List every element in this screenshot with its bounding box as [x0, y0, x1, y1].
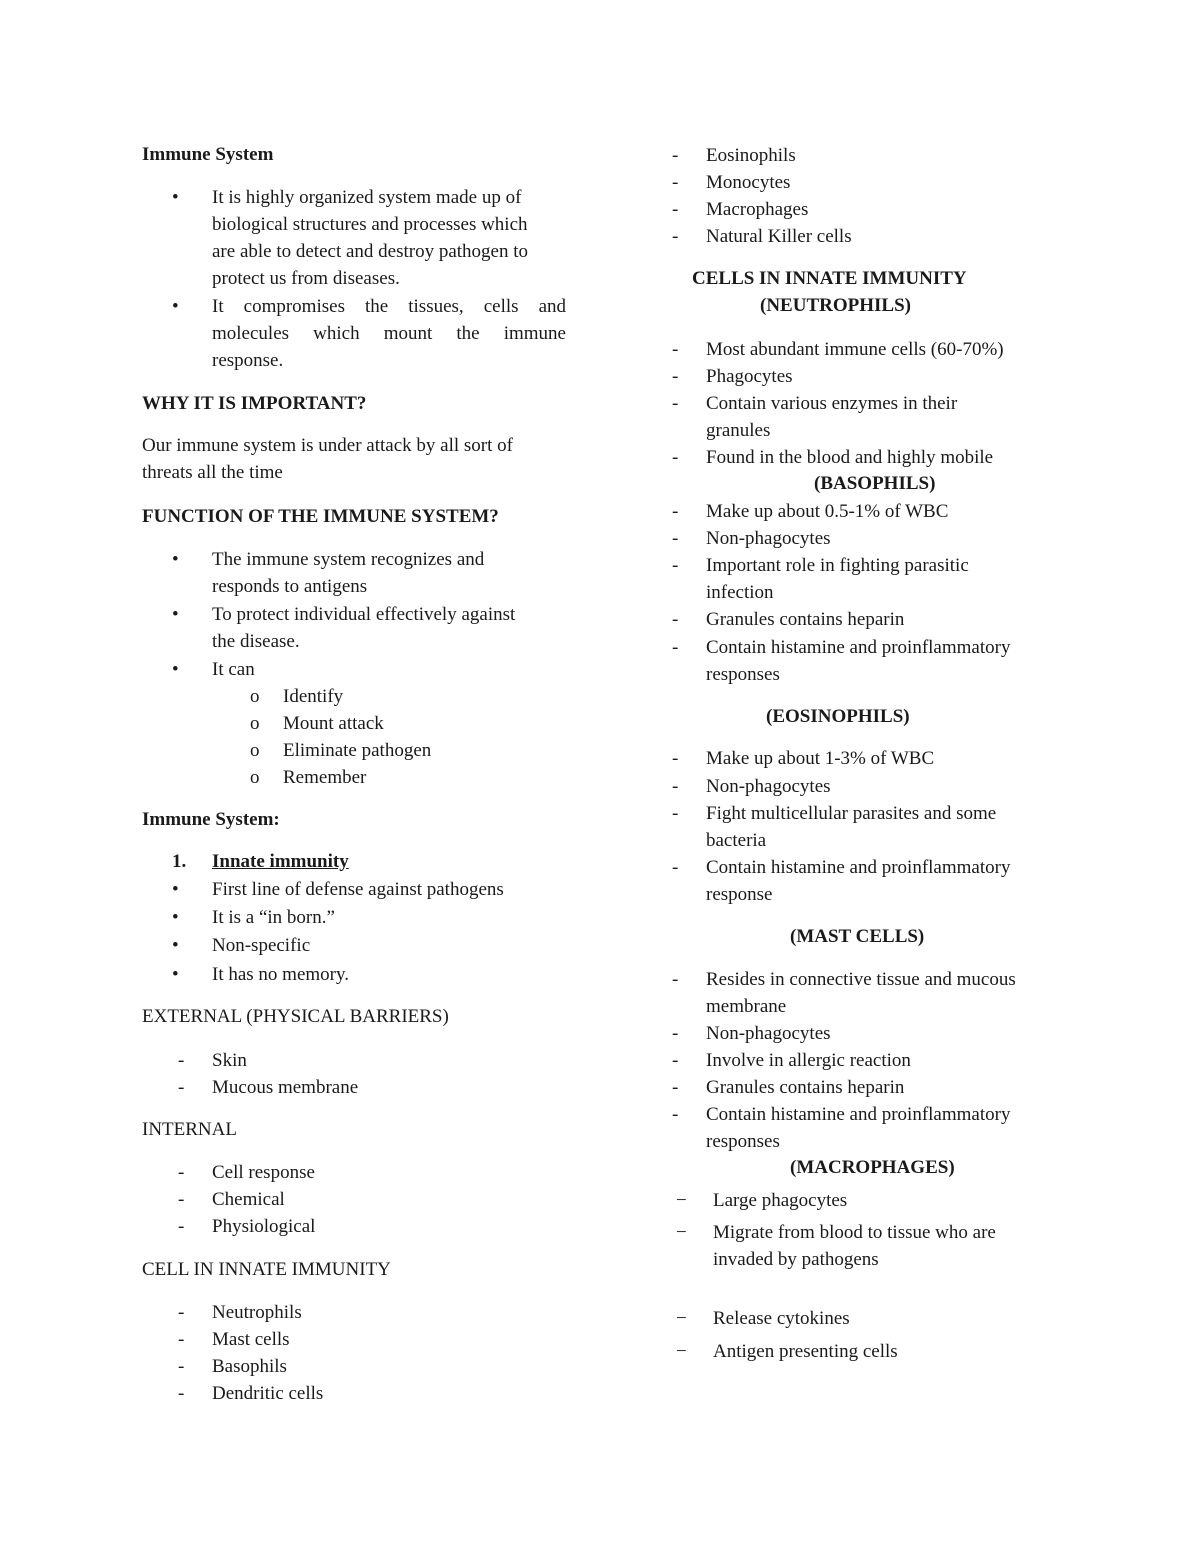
- dash-icon: -: [672, 637, 679, 658]
- bullet-icon: •: [172, 604, 179, 625]
- basophils-item: Granules contains heparin: [706, 609, 905, 630]
- eosinophils-item: Non-phagocytes: [706, 776, 831, 797]
- dash-icon: -: [672, 969, 679, 990]
- dash-icon: -: [178, 1162, 185, 1183]
- function-bullet-1-line-2: responds to antigens: [212, 576, 368, 597]
- macro-item: Release cytokines: [713, 1308, 850, 1329]
- eosinophils-item: Contain histamine and proinflammatory: [706, 857, 1011, 878]
- bullet-icon: •: [172, 659, 179, 680]
- bullet-icon: •: [172, 187, 179, 208]
- cell-item: Dendritic cells: [212, 1383, 324, 1404]
- macro-item: Antigen presenting cells: [713, 1341, 898, 1362]
- basophils-item: Non-phagocytes: [706, 528, 831, 549]
- intro-bullet-1-line-4: protect us from diseases.: [212, 268, 400, 289]
- dash-icon: -: [672, 555, 679, 576]
- innate-immunity-title: Innate immunity: [212, 851, 349, 872]
- cells-innate-heading: CELLS IN INNATE IMMUNITY: [692, 268, 967, 289]
- dash-icon: -: [672, 1077, 679, 1098]
- basophils-heading: (BASOPHILS): [814, 473, 936, 494]
- dash-icon: -: [672, 339, 679, 360]
- can-item: Remember: [283, 767, 367, 788]
- numbered-label: 1.: [172, 851, 187, 872]
- dash-icon: -: [178, 1356, 185, 1377]
- dash-icon: -: [672, 1050, 679, 1071]
- mast-item: Resides in connective tissue and mucous: [706, 969, 1016, 990]
- circle-bullet-icon: o: [250, 686, 260, 707]
- heading-why-important: WHY IT IS IMPORTANT?: [142, 393, 367, 414]
- top-item: Natural Killer cells: [706, 226, 852, 247]
- dash-icon: -: [672, 609, 679, 630]
- macrophages-heading: (MACROPHAGES): [790, 1157, 955, 1178]
- neutrophils-item: Contain various enzymes in their: [706, 393, 958, 414]
- eosinophils-item-continued: response: [706, 884, 773, 905]
- cell-item: Neutrophils: [212, 1302, 302, 1323]
- mast-item-continued: membrane: [706, 996, 787, 1017]
- neutrophils-item: Found in the blood and highly mobile: [706, 447, 994, 468]
- basophils-item: Make up about 0.5-1% of WBC: [706, 501, 949, 522]
- can-item: Mount attack: [283, 713, 384, 734]
- circle-bullet-icon: o: [250, 713, 260, 734]
- dash-icon: -: [672, 199, 679, 220]
- basophils-item-continued: responses: [706, 664, 780, 685]
- internal-item: Chemical: [212, 1189, 285, 1210]
- dash-icon: -: [672, 501, 679, 522]
- dash-icon: -: [672, 447, 679, 468]
- dash-icon: -: [178, 1302, 185, 1323]
- long-dash-icon: −: [676, 1222, 687, 1243]
- can-item: Identify: [283, 686, 344, 707]
- dash-icon: -: [672, 1023, 679, 1044]
- function-bullet-2-line-2: the disease.: [212, 631, 300, 652]
- neutrophils-item: Most abundant immune cells (60-70%): [706, 339, 1004, 360]
- circle-bullet-icon: o: [250, 767, 260, 788]
- dash-icon: -: [672, 145, 679, 166]
- internal-item: Cell response: [212, 1162, 315, 1183]
- why-text-line-1: Our immune system is under attack by all sort of: [142, 435, 513, 456]
- bullet-icon: •: [172, 964, 179, 985]
- bullet-icon: •: [172, 296, 179, 317]
- function-bullet-2-line-1: To protect individual effectively against: [212, 604, 516, 625]
- neutrophils-heading: (NEUTROPHILS): [760, 295, 911, 316]
- dash-icon: -: [672, 803, 679, 824]
- eosinophils-item: Fight multicellular parasites and some: [706, 803, 997, 824]
- top-item: Macrophages: [706, 199, 809, 220]
- innate-bullet: First line of defense against pathogens: [212, 879, 504, 900]
- can-item: Eliminate pathogen: [283, 740, 432, 761]
- intro-bullet-2-line-3: response.: [212, 350, 284, 371]
- macro-item-continued: invaded by pathogens: [713, 1249, 879, 1270]
- neutrophils-item: Phagocytes: [706, 366, 793, 387]
- dash-icon: -: [672, 366, 679, 387]
- internal-item: Physiological: [212, 1216, 316, 1237]
- top-item: Eosinophils: [706, 145, 796, 166]
- eosinophils-item-continued: bacteria: [706, 830, 767, 851]
- basophils-item: Contain histamine and proinflammatory: [706, 637, 1011, 658]
- heading-function: FUNCTION OF THE IMMUNE SYSTEM?: [142, 506, 499, 527]
- long-dash-icon: −: [676, 1341, 687, 1362]
- innate-bullet: Non-specific: [212, 935, 311, 956]
- intro-bullet-2-line-2: molecules which mount the immune: [212, 323, 566, 344]
- intro-bullet-1-line-3: are able to detect and destroy pathogen to: [212, 241, 529, 262]
- intro-bullet-1-line-2: biological structures and processes which: [212, 214, 528, 235]
- long-dash-icon: −: [676, 1308, 687, 1329]
- mast-item-continued: responses: [706, 1131, 780, 1152]
- dash-icon: -: [178, 1077, 185, 1098]
- mast-item: Granules contains heparin: [706, 1077, 905, 1098]
- mast-item: Contain histamine and proinflammatory: [706, 1104, 1011, 1125]
- mast-item: Involve in allergic reaction: [706, 1050, 911, 1071]
- dash-icon: -: [672, 748, 679, 769]
- innate-bullet: It is a “in born.”: [212, 907, 335, 928]
- long-dash-icon: −: [676, 1190, 687, 1211]
- dash-icon: -: [178, 1216, 185, 1237]
- neutrophils-item-continued: granules: [706, 420, 771, 441]
- dash-icon: -: [178, 1050, 185, 1071]
- function-bullet-3: It can: [212, 659, 255, 680]
- dash-icon: -: [672, 776, 679, 797]
- bullet-icon: •: [172, 879, 179, 900]
- macro-item: Migrate from blood to tissue who are: [713, 1222, 996, 1243]
- mast-item: Non-phagocytes: [706, 1023, 831, 1044]
- intro-bullet-2-line-1: It compromises the tissues, cells and: [212, 296, 566, 317]
- cell-item: Basophils: [212, 1356, 287, 1377]
- dash-icon: -: [672, 528, 679, 549]
- external-item: Skin: [212, 1050, 247, 1071]
- circle-bullet-icon: o: [250, 740, 260, 761]
- function-bullet-1-line-1: The immune system recognizes and: [212, 549, 485, 570]
- internal-heading: INTERNAL: [142, 1119, 237, 1140]
- why-text-line-2: threats all the time: [142, 462, 283, 483]
- dash-icon: -: [672, 857, 679, 878]
- dash-icon: -: [672, 1104, 679, 1125]
- dash-icon: -: [178, 1329, 185, 1350]
- eosinophils-heading: (EOSINOPHILS): [766, 706, 910, 727]
- bullet-icon: •: [172, 907, 179, 928]
- external-item: Mucous membrane: [212, 1077, 359, 1098]
- mast-cells-heading: (MAST CELLS): [790, 926, 925, 947]
- heading-immune-system-2: Immune System:: [142, 809, 280, 830]
- cell-item: Mast cells: [212, 1329, 290, 1350]
- basophils-item: Important role in fighting parasitic: [706, 555, 969, 576]
- macro-item: Large phagocytes: [713, 1190, 848, 1211]
- bullet-icon: •: [172, 935, 179, 956]
- heading-immune-system: Immune System: [142, 144, 274, 165]
- innate-bullet: It has no memory.: [212, 964, 350, 985]
- bullet-icon: •: [172, 549, 179, 570]
- dash-icon: -: [672, 172, 679, 193]
- top-item: Monocytes: [706, 172, 791, 193]
- external-heading: EXTERNAL (PHYSICAL BARRIERS): [142, 1006, 449, 1027]
- dash-icon: -: [178, 1189, 185, 1210]
- dash-icon: -: [672, 393, 679, 414]
- cell-heading: CELL IN INNATE IMMUNITY: [142, 1259, 391, 1280]
- dash-icon: -: [672, 226, 679, 247]
- basophils-item-continued: infection: [706, 582, 774, 603]
- intro-bullet-1-line-1: It is highly organized system made up of: [212, 187, 522, 208]
- dash-icon: -: [178, 1383, 185, 1404]
- eosinophils-item: Make up about 1-3% of WBC: [706, 748, 935, 769]
